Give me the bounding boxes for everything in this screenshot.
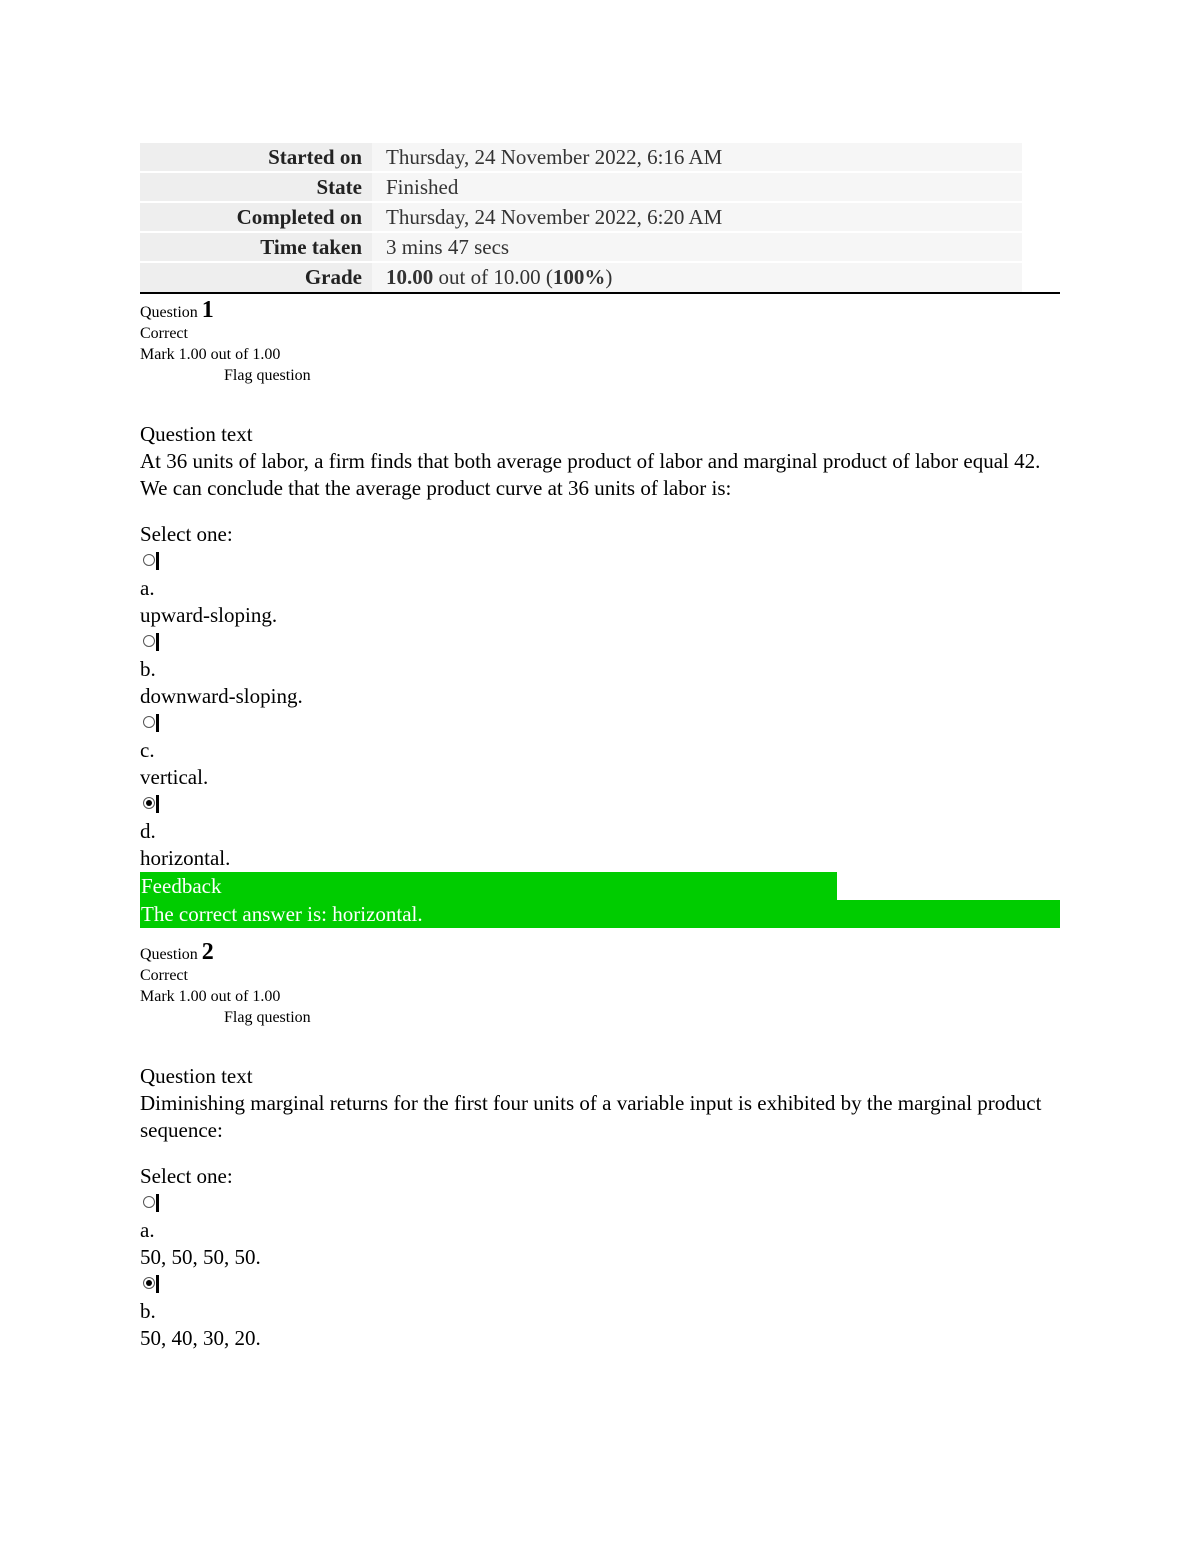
summary-label: Started on xyxy=(140,142,372,172)
summary-row-time-taken xyxy=(140,232,1022,262)
option-text: upward-sloping. xyxy=(140,603,278,627)
answer-option-b[interactable] xyxy=(140,1271,1060,1352)
option-text: 50, 50, 50, 50. xyxy=(140,1245,261,1269)
option-letter: a. xyxy=(140,1218,155,1242)
summary-label: State xyxy=(140,172,372,202)
select-one-label: Select one: xyxy=(140,1164,233,1188)
answer-option-b[interactable] xyxy=(140,629,1060,710)
summary-row-state xyxy=(140,172,1022,202)
grade-percent: 100% xyxy=(552,265,606,289)
option-text: downward-sloping. xyxy=(140,684,303,708)
answer-option-a[interactable] xyxy=(140,1190,1060,1271)
radio-button[interactable] xyxy=(143,1196,155,1208)
radio-bar-icon xyxy=(156,714,159,732)
radio-button-selected[interactable] xyxy=(143,1277,155,1289)
radio-button-selected[interactable] xyxy=(143,797,155,809)
question-status: Correct xyxy=(140,325,188,342)
question-text: At 36 units of labor, a firm finds that both average product of labor and marginal product of labor equal 42. We can conclude that the average product curve at 36 units of labor is: xyxy=(140,449,1041,500)
summary-row-grade xyxy=(140,262,1022,292)
question-mark: Mark 1.00 out of 1.00 xyxy=(140,346,281,363)
option-letter: a. xyxy=(140,576,155,600)
option-letter: c. xyxy=(140,738,155,762)
question-text-block xyxy=(140,421,1060,502)
question-status: Correct xyxy=(140,967,188,984)
grade-score: 10.00 xyxy=(386,265,434,289)
question-number xyxy=(140,297,1060,323)
select-one-label: Select one: xyxy=(140,522,233,546)
quiz-review-page xyxy=(140,141,1060,1352)
option-letter: b. xyxy=(140,657,156,681)
summary-value: Thursday, 24 November 2022, 6:16 AM xyxy=(372,142,1022,172)
question-word: Question xyxy=(140,304,198,321)
question-info xyxy=(140,939,1060,1028)
summary-row-completed xyxy=(140,202,1022,232)
question-mark: Mark 1.00 out of 1.00 xyxy=(140,988,281,1005)
question-text-label: Question text xyxy=(140,422,253,446)
radio-button[interactable] xyxy=(143,716,155,728)
feedback-correct-answer: The correct answer is: horizontal. xyxy=(140,900,1060,928)
summary-value: Finished xyxy=(372,172,1022,202)
radio-bar-icon xyxy=(156,795,159,813)
option-text: horizontal. xyxy=(140,846,231,870)
question-text: Diminishing marginal returns for the first four units of a variable input is exhibited by the marginal product sequence: xyxy=(140,1091,1042,1142)
answer-option-c[interactable] xyxy=(140,710,1060,791)
question-number xyxy=(140,939,1060,965)
question-text-block xyxy=(140,1063,1060,1144)
option-text: vertical. xyxy=(140,765,209,789)
question-word: Question xyxy=(140,946,198,963)
question-text-label: Question text xyxy=(140,1064,253,1088)
question-info xyxy=(140,297,1060,386)
radio-bar-icon xyxy=(156,1194,159,1212)
grade-value xyxy=(372,262,1022,292)
summary-value: Thursday, 24 November 2022, 6:20 AM xyxy=(372,202,1022,232)
answer-option-d[interactable] xyxy=(140,791,1060,872)
radio-button[interactable] xyxy=(143,554,155,566)
question-num: 2 xyxy=(201,939,214,965)
flag-question-link[interactable]: Flag question xyxy=(224,1009,311,1026)
question-num: 1 xyxy=(201,297,214,323)
summary-label: Completed on xyxy=(140,202,372,232)
summary-label: Time taken xyxy=(140,232,372,262)
radio-bar-icon xyxy=(156,1275,159,1293)
summary-row-started xyxy=(140,142,1022,172)
attempt-summary-table xyxy=(140,141,1022,292)
grade-close: ) xyxy=(605,265,613,289)
option-letter: d. xyxy=(140,819,156,843)
option-letter: b. xyxy=(140,1299,156,1323)
radio-button[interactable] xyxy=(143,635,155,647)
question-2 xyxy=(140,939,1060,1352)
summary-value: 3 mins 47 secs xyxy=(372,232,1022,262)
radio-bar-icon xyxy=(156,552,159,570)
question-1 xyxy=(140,297,1060,928)
flag-question-link[interactable]: Flag question xyxy=(224,367,311,384)
answer-option-a[interactable] xyxy=(140,548,1060,629)
option-text: 50, 40, 30, 20. xyxy=(140,1326,261,1350)
summary-divider xyxy=(140,292,1060,294)
grade-out-of: out of 10.00 ( xyxy=(433,265,553,289)
summary-label: Grade xyxy=(140,262,372,292)
radio-bar-icon xyxy=(156,633,159,651)
feedback-title: Feedback xyxy=(140,872,837,900)
